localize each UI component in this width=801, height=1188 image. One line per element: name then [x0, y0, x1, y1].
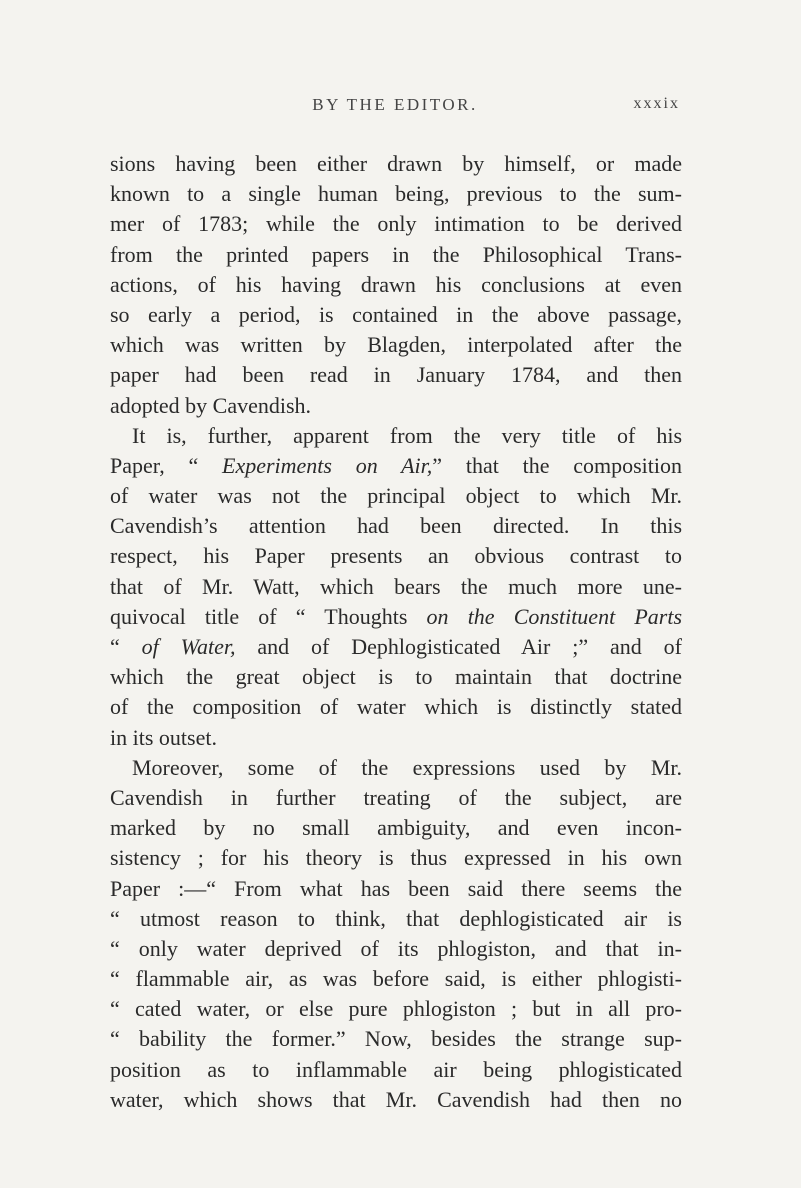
- text-line: [110, 662, 682, 692]
- page-number: xxxix: [633, 95, 680, 112]
- text-line: [110, 843, 682, 873]
- text-line: [110, 602, 682, 632]
- text-segment: that of Mr. Watt, which bears the much more une-: [110, 573, 682, 599]
- text-segment: in its outset.: [110, 724, 217, 750]
- text-line: [110, 360, 682, 390]
- text-segment: actions, of his having drawn his conclusions at even: [110, 271, 682, 297]
- text-segment: Paper, “: [110, 452, 223, 478]
- text-line: [110, 149, 682, 179]
- text-segment: of the composition of water which is distinctly stated: [110, 694, 682, 720]
- text-line: [110, 994, 682, 1024]
- text-segment: of water was not the principal object to which Mr.: [110, 483, 682, 509]
- text-segment: position as to inflammable air being phlogisticated: [110, 1056, 682, 1082]
- text-segment: which was written by Blagden, interpolated after the: [110, 332, 682, 358]
- text-segment: It is, further, apparent from the very title of his: [132, 422, 682, 448]
- text-segment: respect, his Paper presents an obvious contrast to: [110, 543, 682, 569]
- text-segment: Cavendish in further treating of the subject, are: [110, 784, 682, 810]
- text-segment: Paper :—“ From what has been said there seems the: [110, 875, 682, 901]
- text-segment: adopted by Cavendish.: [110, 392, 312, 418]
- text-segment: which the great object is to maintain that doctrine: [110, 664, 682, 690]
- text-line: [110, 209, 682, 239]
- text-line: [110, 632, 682, 662]
- body-text: [110, 149, 682, 1115]
- text-segment: mer of 1783; while the only intimation to be derived: [110, 211, 682, 237]
- text-segment: “ cated water, or else pure phlogiston ; but in all pro-: [110, 996, 682, 1022]
- text-segment: paper had been read in January 1784, and then: [110, 362, 682, 388]
- running-head: [110, 95, 680, 119]
- text-segment: known to a single human being, previous to the sum-: [110, 181, 682, 207]
- text-line: [110, 421, 682, 451]
- text-line: [110, 481, 682, 511]
- text-segment: sistency ; for his theory is thus expressed in his own: [110, 845, 682, 871]
- text-segment: sions having been either drawn by himself, or made: [110, 151, 682, 176]
- text-line: [110, 300, 682, 330]
- text-line: [110, 391, 682, 421]
- text-line: [110, 813, 682, 843]
- text-segment: and of Dephlogisticated Air ;” and of: [235, 634, 682, 659]
- text-line: [110, 753, 682, 783]
- text-line: [110, 1085, 682, 1115]
- text-segment: “: [110, 634, 142, 659]
- text-segment: “ utmost reason to think, that dephlogisticated air is: [110, 905, 682, 931]
- text-line: [110, 511, 682, 541]
- text-line: [110, 572, 682, 602]
- text-line: [110, 692, 682, 722]
- text-line: [110, 783, 682, 813]
- text-segment: from the printed papers in the Philosophical Trans-: [110, 241, 682, 267]
- text-line: [110, 541, 682, 571]
- text-segment: quivocal title of “ Thoughts: [110, 603, 427, 629]
- text-segment: “ only water deprived of its phlogiston, and that in-: [110, 935, 682, 961]
- text-line: [110, 179, 682, 209]
- text-segment: “ bability the former.” Now, besides the strange sup-: [110, 1026, 682, 1052]
- text-line: [110, 451, 682, 481]
- text-line: [110, 1055, 682, 1085]
- text-line: [110, 240, 682, 270]
- text-line: [110, 330, 682, 360]
- italic-text: of Water,: [141, 634, 236, 659]
- text-line: [110, 964, 682, 994]
- text-segment: “ flammable air, as was before said, is either phlogisti-: [110, 966, 682, 992]
- text-line: [110, 904, 682, 934]
- text-segment: marked by no small ambiguity, and even incon-: [110, 815, 682, 841]
- running-head-title: BY THE EDITOR.: [312, 95, 478, 114]
- text-segment: so early a period, is contained in the above passage,: [110, 301, 682, 327]
- text-line: [110, 723, 682, 753]
- text-segment: Moreover, some of the expressions used by Mr.: [132, 754, 682, 780]
- text-line: [110, 874, 682, 904]
- text-segment: ” that the composition: [432, 452, 682, 478]
- text-segment: Cavendish’s attention had been directed. In this: [110, 513, 682, 539]
- text-segment: water, which shows that Mr. Cavendish had then no: [110, 1086, 682, 1112]
- italic-text: on the Constituent Parts: [426, 603, 682, 629]
- italic-text: Experiments on Air,: [222, 452, 433, 478]
- text-line: [110, 270, 682, 300]
- text-line: [110, 934, 682, 964]
- text-line: [110, 1024, 682, 1054]
